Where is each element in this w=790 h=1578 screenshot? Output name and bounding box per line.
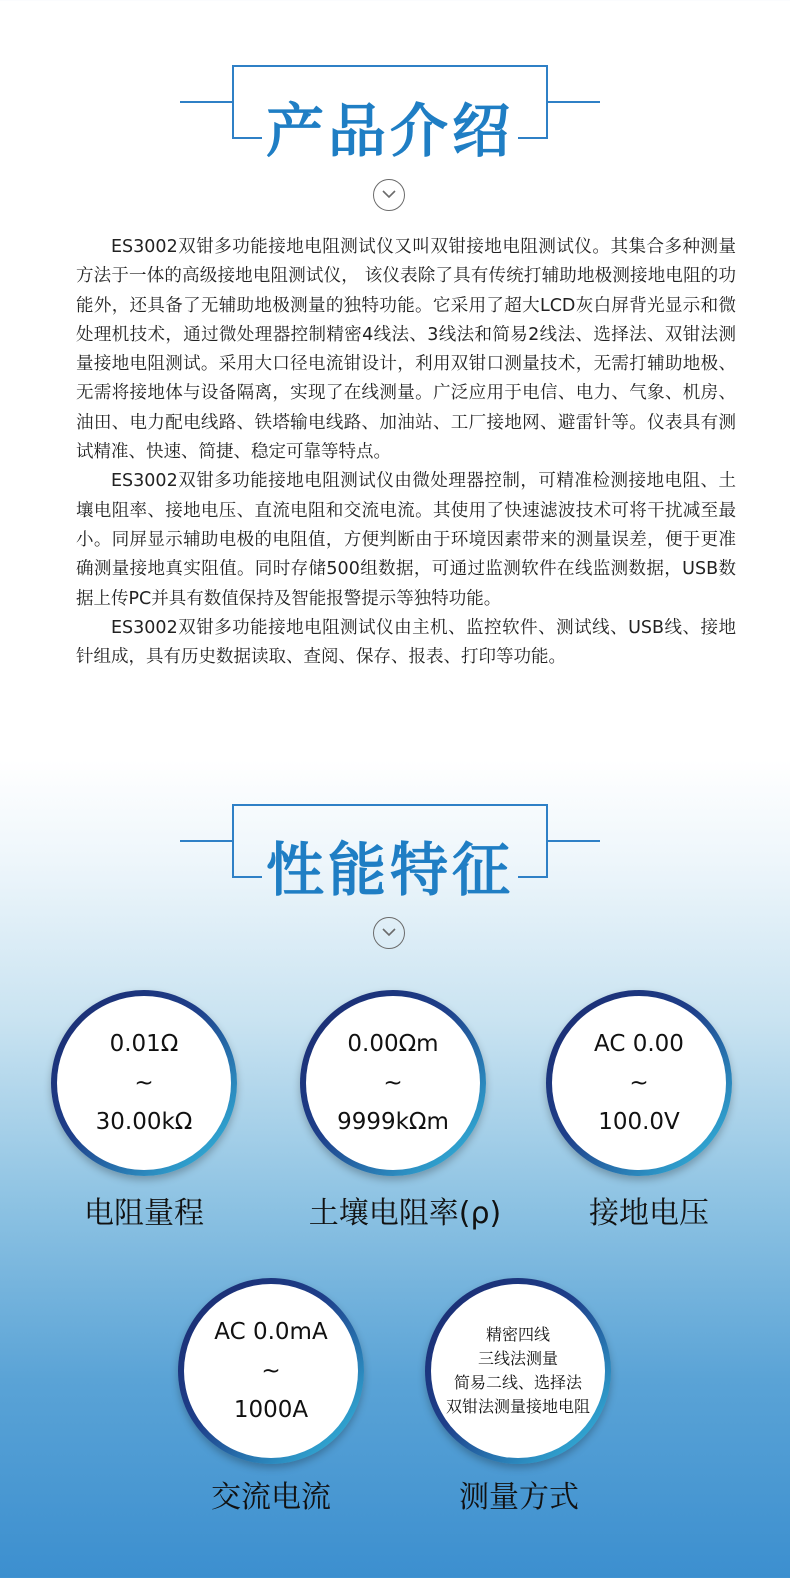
feature-label: 土壤电阻率(ρ) xyxy=(308,1196,502,1231)
feature-circle-resistance xyxy=(51,990,237,1176)
range-min: AC 0.0mA xyxy=(214,1318,328,1345)
feature-circle-measurement-methods xyxy=(425,1278,611,1464)
section-header-features xyxy=(0,804,790,924)
range-separator: ~ xyxy=(261,1357,281,1384)
range-min: 0.00Ωm xyxy=(347,1030,439,1057)
section-header-intro xyxy=(0,65,790,185)
method-line: 简易二线、选择法 xyxy=(453,1373,582,1392)
range-max: 100.0V xyxy=(598,1108,680,1135)
range-max: 9999kΩm xyxy=(337,1108,449,1135)
range-separator: ~ xyxy=(629,1069,649,1096)
range-min: AC 0.00 xyxy=(594,1030,684,1057)
title-line-right xyxy=(547,101,600,103)
range-max: 30.00kΩ xyxy=(95,1108,193,1135)
feature-label: 测量方式 xyxy=(459,1480,579,1515)
section-title: 产品介绍 xyxy=(265,97,514,165)
range-max: 1000A xyxy=(233,1396,309,1423)
title-line-right xyxy=(547,840,600,842)
chevron-down-icon xyxy=(373,179,405,211)
feature-circle-ground-voltage xyxy=(546,990,732,1176)
feature-label: 电阻量程 xyxy=(84,1196,204,1231)
feature-circle-face xyxy=(57,996,231,1170)
intro-text xyxy=(76,233,736,672)
method-line: 精密四线 xyxy=(485,1325,550,1344)
feature-label: 交流电流 xyxy=(211,1480,331,1515)
feature-circle-soil-resistivity xyxy=(300,990,486,1176)
title-line-left xyxy=(180,840,233,842)
feature-circle-face xyxy=(184,1284,358,1458)
section-title: 性能特征 xyxy=(265,836,514,904)
range-separator: ~ xyxy=(134,1069,154,1096)
feature-circle-ac-current xyxy=(178,1278,364,1464)
chevron-down-icon xyxy=(373,917,405,949)
method-line: 双钳法测量接地电阻 xyxy=(445,1397,590,1416)
intro-paragraph: ES3002双钳多功能接地电阻测试仪由主机、监控软件、测试线、USB线、接地针组成，具有历史数据读取、查阅、保存、报表、打印等功能。 xyxy=(76,617,736,668)
range-min: 0.01Ω xyxy=(109,1030,179,1057)
feature-circle-face xyxy=(552,996,726,1170)
feature-label: 接地电压 xyxy=(589,1196,709,1231)
intro-paragraph: ES3002双钳多功能接地电阻测试仪由微处理器控制，可精准检测接地电阻、土壤电阻率、接地电压、直流电阻和交流电流。其使用了快速滤波技术可将干扰减至最小。同屏显示辅助电极的电阻值，方便判断由于环境因素带来的测量误差，便于更准确测量接地真实阻值。同时存储500组数据，可通过监测软件在线监测数据，USB数据上传PC并具有数值保持及智能报警提示等独特功能。 xyxy=(76,471,736,609)
method-line: 三线法测量 xyxy=(477,1349,558,1368)
feature-circle-face xyxy=(306,996,480,1170)
range-separator: ~ xyxy=(383,1069,403,1096)
feature-circle-face xyxy=(431,1284,605,1458)
intro-paragraph: ES3002双钳多功能接地电阻测试仪又叫双钳接地电阻测试仪。其集合多种测量方法于一体的高级接地电阻测试仪， 该仪表除了具有传统打辅助地极测接地电阻的功能外，还具备了无辅助地极测量的独特功能。它采用了超大LCD灰白屏背光显示和微处理机技术，通过微处理器控制精密4线法、3线法和简易2线法、选择法、双钳法测量接地电阻测试。采用大口径电流钳设计，利用双钳口测量技术，无需打辅助地极、无需将接地体与设备隔离，实现了在线测量。广泛应用于电信、电力、气象、机房、油田、电力配电线路、铁塔输电线路、加油站、工厂接地网、避雷针等。仪表具有测试精准、快速、简捷、稳定可靠等特点。 xyxy=(76,237,736,463)
title-line-left xyxy=(180,101,233,103)
